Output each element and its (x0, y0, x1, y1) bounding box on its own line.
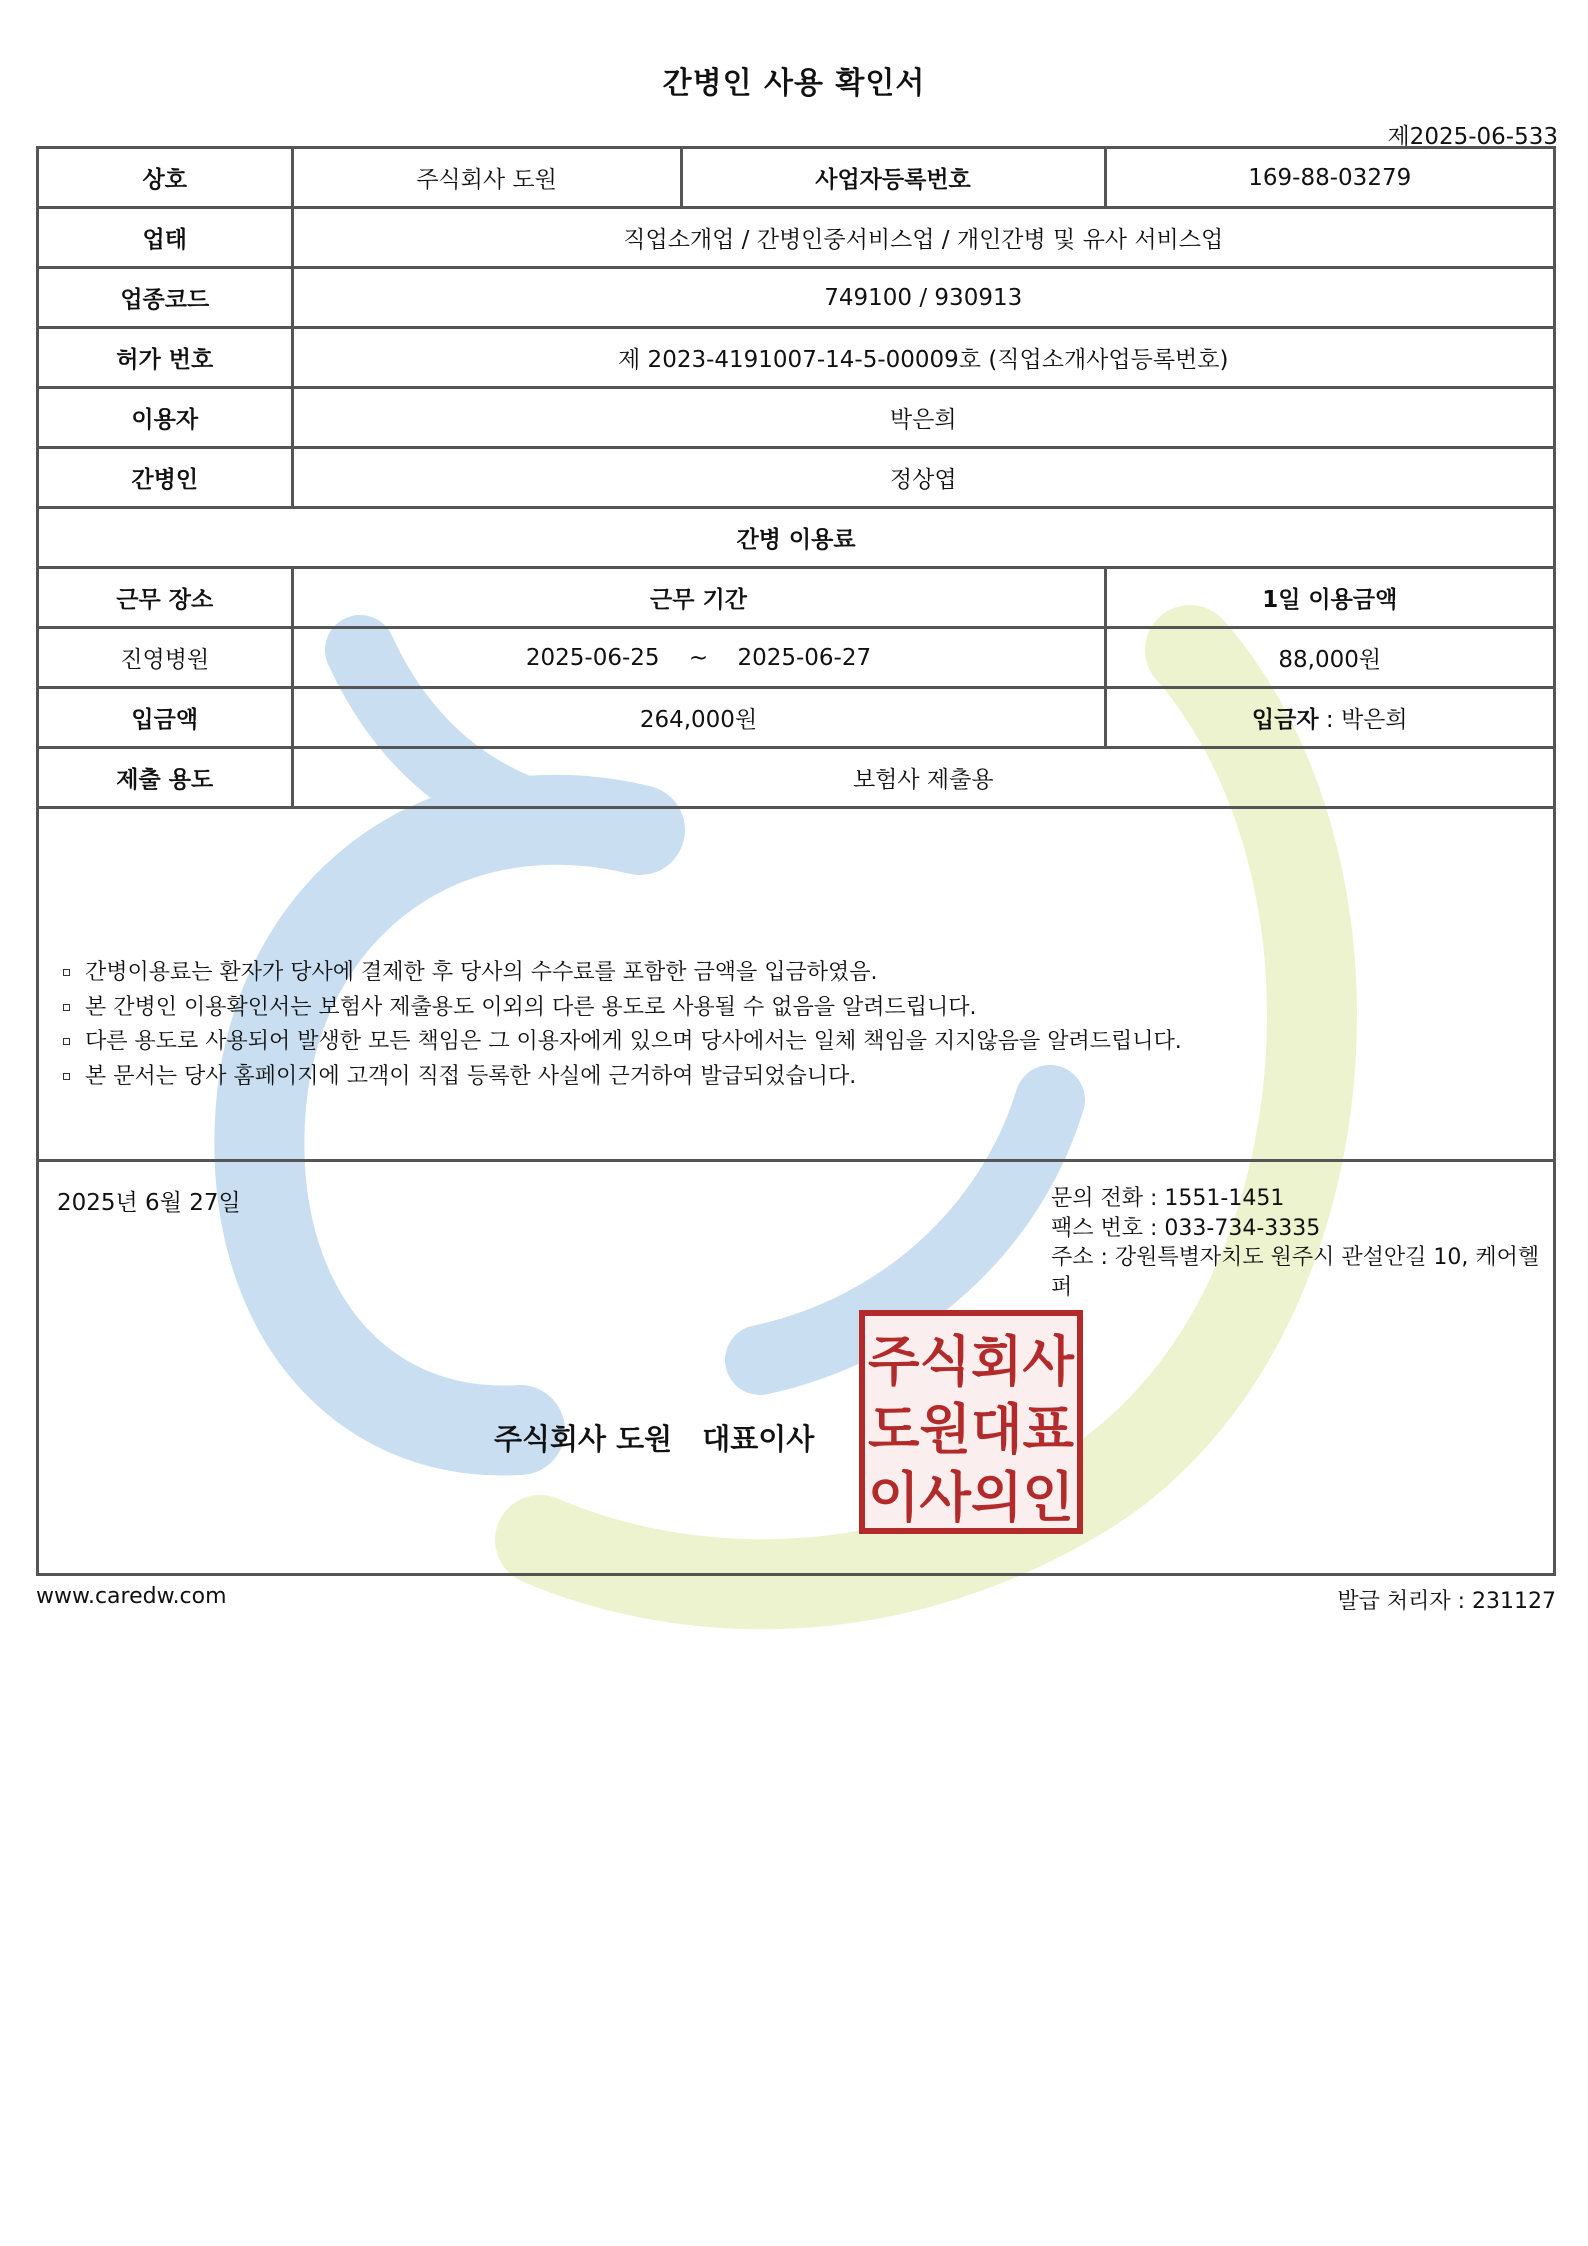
processor-id: 발급 처리자 : 231127 (1337, 1589, 1556, 1614)
seal-line-3: 이사의인 (868, 1466, 1074, 1529)
license-label: 허가 번호 (39, 328, 292, 388)
depositor-label: 입금자 (1251, 707, 1319, 733)
ceo-signature-line (494, 1417, 814, 1458)
issuer-company: 주식회사 도원 (494, 1422, 673, 1456)
contact-phone: 문의 전화 : 1551-1451 (1051, 1186, 1285, 1211)
period-start: 2025-06-25 (525, 644, 660, 671)
company-name-label: 상호 (39, 149, 292, 208)
row-user (39, 388, 1553, 448)
document-number: 제2025-06-533 (1387, 124, 1558, 150)
reg-no: 169-88-03279 (1105, 149, 1553, 208)
user-label: 이용자 (39, 388, 292, 448)
purpose-value: 보험사 제출용 (292, 748, 1553, 808)
company-seal-icon (859, 1310, 1083, 1534)
business-label: 업태 (39, 208, 292, 268)
code-label: 업종코드 (39, 268, 292, 328)
note-item (63, 1025, 1182, 1060)
depositor-colon: : (1318, 707, 1341, 733)
note-item (63, 991, 1182, 1026)
ceo-title: 대표이사 (702, 1422, 815, 1456)
contact-address: 주소 : 강원특별자치도 원주시 관설안길 10, 케어헬퍼 (1051, 1245, 1540, 1300)
business-value: 직업소개업 / 간병인중서비스업 / 개인간병 및 유사 서비스업 (292, 208, 1553, 268)
contact-info (1051, 1184, 1553, 1302)
issue-section (39, 1162, 1553, 1576)
period-end: 2025-06-27 (737, 644, 872, 671)
note-text: 본 간병인 이용확인서는 보험사 제출용도 이외의 다른 용도로 사용될 수 없음을 알려드립니다. (85, 994, 977, 1020)
row-deposit (39, 688, 1553, 748)
work-place: 진영병원 (39, 628, 292, 688)
period-separator: ~ (688, 644, 709, 671)
seal-line-1: 주식회사 (868, 1330, 1075, 1393)
user-value: 박은희 (292, 388, 1553, 448)
info-table (39, 149, 1553, 809)
note-text: 본 문서는 당사 홈페이지에 고객이 직접 등록한 사실에 근거하여 발급되었습니다. (85, 1063, 857, 1089)
period-label: 근무 기간 (292, 568, 1105, 628)
purpose-label: 제출 용도 (39, 748, 292, 808)
bullet-square-icon (63, 1038, 70, 1045)
reg-no-label: 사업자등록번호 (681, 149, 1105, 208)
note-text: 다른 용도로 사용되어 발생한 모든 책임은 그 이용자에게 있으며 당사에서는 일체 책임을 지지않음을 알려드립니다. (85, 1029, 1182, 1054)
work-period (292, 628, 1105, 688)
depositor-name: 박은희 (1340, 707, 1408, 733)
note-text: 간병이용료는 환자가 당사에 결제한 후 당사의 수수료를 포함한 금액을 입금하였음. (85, 960, 878, 985)
issue-date: 2025년 6월 27일 (57, 1190, 241, 1216)
row-fee-values (39, 628, 1553, 688)
document-title: 간병인 사용 확인서 (662, 66, 926, 101)
company-name: 주식회사 도원 (292, 149, 681, 208)
certificate-frame (36, 146, 1556, 1576)
deposit-amount: 264,000원 (292, 688, 1105, 748)
row-business (39, 208, 1553, 268)
daily-amount: 88,000원 (1105, 628, 1553, 688)
row-fee-title (39, 508, 1553, 568)
contact-fax: 팩스 번호 : 033-734-3335 (1051, 1215, 1321, 1241)
daily-label: 1일 이용금액 (1105, 568, 1553, 628)
row-license (39, 328, 1553, 388)
row-code (39, 268, 1553, 328)
note-item (63, 1060, 1182, 1095)
row-caregiver (39, 448, 1553, 508)
bullet-square-icon (63, 1004, 70, 1011)
fee-section-title: 간병 이용료 (39, 508, 1553, 568)
deposit-label: 입금액 (39, 688, 292, 748)
code-value: 749100 / 930913 (292, 268, 1553, 328)
caregiver-value: 정상엽 (292, 448, 1553, 508)
caregiver-label: 간병인 (39, 448, 292, 508)
place-label: 근무 장소 (39, 568, 292, 628)
depositor-cell (1105, 688, 1553, 748)
notes-section (39, 854, 1553, 1162)
row-fee-headers (39, 568, 1553, 628)
bullet-square-icon (63, 969, 70, 976)
website-link[interactable]: www.caredw.com (36, 1584, 227, 1609)
seal-line-2: 도원대표 (868, 1398, 1074, 1461)
row-purpose (39, 748, 1553, 808)
row-company (39, 149, 1553, 208)
notes-list (63, 956, 1182, 1094)
note-item (63, 956, 1182, 991)
bullet-square-icon (63, 1073, 70, 1080)
license-value: 제 2023-4191007-14-5-00009호 (직업소개사업등록번호) (292, 328, 1553, 388)
